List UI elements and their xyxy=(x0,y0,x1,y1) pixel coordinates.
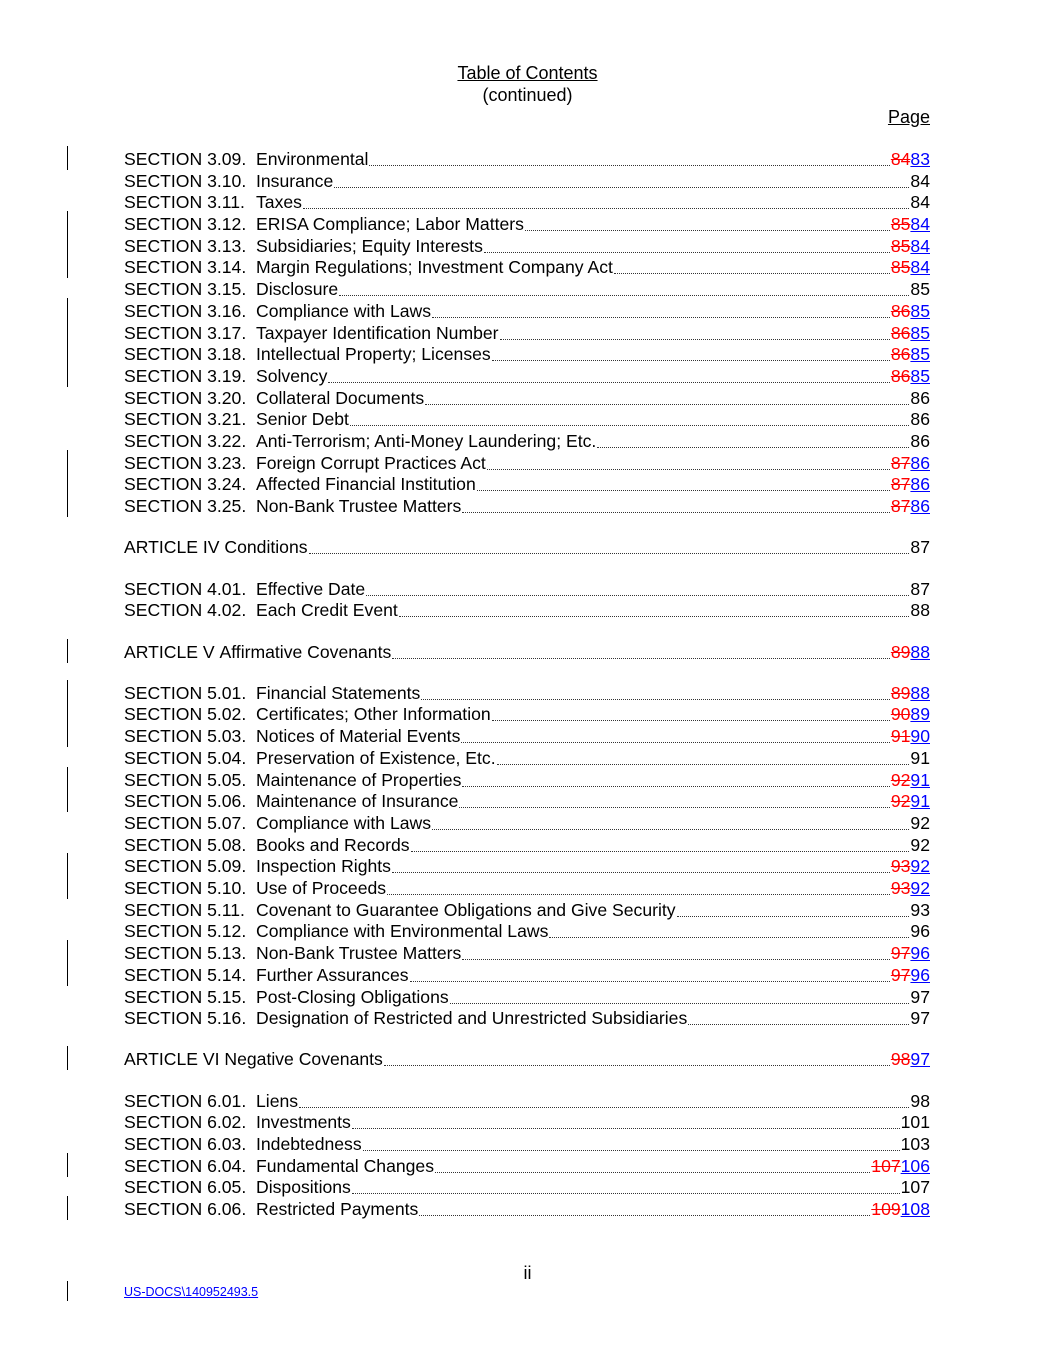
page-column-label: Page xyxy=(887,107,930,127)
toc-entry-title: Each Credit Event xyxy=(256,600,398,620)
dot-leader xyxy=(421,698,890,700)
toc-entry-number: SECTION 6.04. xyxy=(124,1156,247,1176)
toc-page-number xyxy=(891,877,930,899)
toc-entry-number: SECTION 6.01. xyxy=(124,1091,247,1111)
inserted-page-number[interactable]: 85 xyxy=(910,344,930,364)
toc-entry-title: Compliance with Laws xyxy=(256,301,432,321)
toc-entry-title: Indebtedness xyxy=(256,1134,362,1154)
toc-entry-title: Affirmative Covenants xyxy=(219,642,392,662)
dot-leader xyxy=(299,1106,909,1108)
toc-entry-title: ERISA Compliance; Labor Matters xyxy=(256,214,524,234)
toc-entry-title: Taxpayer Identification Number xyxy=(256,323,499,343)
toc-section-entry[interactable] xyxy=(124,256,930,278)
toc-entry-title: Intellectual Property; Licenses xyxy=(256,344,491,364)
toc-section-entry[interactable] xyxy=(124,1111,930,1133)
toc-entry-number: SECTION 4.01. xyxy=(124,579,247,599)
revision-change-bar xyxy=(67,1153,68,1177)
toc-entry-number: SECTION 5.04. xyxy=(124,748,247,768)
dot-leader xyxy=(387,893,890,895)
toc-page-number: 86 xyxy=(910,409,930,429)
toc-section-entry[interactable] xyxy=(124,1007,930,1029)
dot-leader xyxy=(614,272,890,274)
toc-entry-number: SECTION 3.12. xyxy=(124,214,247,234)
toc-page-number: 92 xyxy=(910,813,930,833)
toc-entry-title: Financial Statements xyxy=(256,683,421,703)
revision-change-bar xyxy=(67,211,68,235)
toc-entry-number: SECTION 3.11. xyxy=(124,192,245,212)
revision-change-bar xyxy=(67,254,68,278)
toc-section-entry[interactable] xyxy=(124,920,930,942)
inserted-page-number[interactable]: 85 xyxy=(910,323,930,343)
revision-change-bar xyxy=(67,1281,68,1301)
toc-section-entry[interactable] xyxy=(124,834,930,856)
toc-section-entry[interactable] xyxy=(124,682,930,704)
inserted-page-number[interactable]: 88 xyxy=(910,683,930,703)
deleted-page-number: 87 xyxy=(890,496,911,516)
toc-section-entry[interactable] xyxy=(124,191,930,213)
toc-list xyxy=(124,0,930,1365)
toc-page-number: 96 xyxy=(910,921,930,941)
toc-page-number xyxy=(871,1198,930,1220)
toc-entry-title: Dispositions xyxy=(256,1177,351,1197)
inserted-page-number[interactable]: 96 xyxy=(910,965,930,985)
toc-page-number: 98 xyxy=(910,1091,930,1111)
toc-page-number xyxy=(891,343,930,365)
toc-section-entry[interactable] xyxy=(124,387,930,409)
toc-entry-title: Affected Financial Institution xyxy=(256,474,476,494)
toc-entry-title: Restricted Payments xyxy=(256,1199,419,1219)
dot-leader xyxy=(419,1214,870,1216)
toc-section-entry[interactable] xyxy=(124,855,930,877)
toc-entry-title: Foreign Corrupt Practices Act xyxy=(256,453,486,473)
toc-page-number: 87 xyxy=(910,537,930,557)
toc-section-entry[interactable] xyxy=(124,942,930,964)
toc-entry-number: SECTION 3.23. xyxy=(124,453,247,473)
toc-section-entry[interactable] xyxy=(124,300,930,322)
toc-entry-number: SECTION 3.16. xyxy=(124,301,247,321)
toc-entry-number: SECTION 3.10. xyxy=(124,171,247,191)
footer-page-number: ii xyxy=(523,1263,532,1283)
dot-leader xyxy=(549,936,909,938)
toc-entry-number: SECTION 3.20. xyxy=(124,388,247,408)
toc-entry-title: Certificates; Other Information xyxy=(256,704,491,724)
toc-entry-number: SECTION 3.15. xyxy=(124,279,247,299)
deleted-page-number: 93 xyxy=(890,856,911,876)
deleted-page-number: 98 xyxy=(890,1049,911,1069)
toc-entry-title: Use of Proceeds xyxy=(256,878,387,898)
toc-article-entry[interactable] xyxy=(124,536,930,558)
toc-page-number xyxy=(891,964,930,986)
revision-change-bar xyxy=(67,471,68,495)
toc-section-entry[interactable] xyxy=(124,986,930,1008)
toc-entry-number: SECTION 6.05. xyxy=(124,1177,247,1197)
toc-entry-number: SECTION 3.24. xyxy=(124,474,247,494)
toc-page-number xyxy=(891,682,930,704)
toc-section-entry[interactable] xyxy=(124,964,930,986)
toc-page-number xyxy=(891,703,930,725)
toc-article-entry[interactable] xyxy=(124,641,930,663)
toc-section-entry[interactable] xyxy=(124,365,930,387)
dot-leader xyxy=(399,615,910,617)
revision-change-bar xyxy=(67,940,68,964)
toc-entry-title: Preservation of Existence, Etc. xyxy=(256,748,496,768)
deleted-page-number: 107 xyxy=(871,1156,901,1176)
toc-entry-title: Non-Bank Trustee Matters xyxy=(256,943,462,963)
toc-entry-title: Insurance xyxy=(256,171,334,191)
dot-leader xyxy=(435,1171,870,1173)
dot-leader xyxy=(392,871,890,873)
toc-section-entry[interactable] xyxy=(124,703,930,725)
toc-entry-title: Investments xyxy=(256,1112,351,1132)
deleted-page-number: 86 xyxy=(890,344,911,364)
deleted-page-number: 92 xyxy=(890,770,911,790)
toc-page-number: 101 xyxy=(900,1112,930,1132)
dot-leader xyxy=(497,763,910,765)
toc-entry-title: Further Assurances xyxy=(256,965,409,985)
toc-entry-number: SECTION 5.06. xyxy=(124,791,247,811)
revision-change-bar xyxy=(67,363,68,387)
toc-entry-number: SECTION 5.09. xyxy=(124,856,247,876)
dot-leader xyxy=(450,1002,910,1004)
toc-entry-title: Inspection Rights xyxy=(256,856,391,876)
dot-leader xyxy=(477,489,890,491)
toc-entry-number: SECTION 3.17. xyxy=(124,323,247,343)
toc-entry-number: SECTION 3.25. xyxy=(124,496,247,516)
revision-change-bar xyxy=(67,788,68,812)
inserted-page-number[interactable]: 84 xyxy=(910,236,930,256)
toc-entry-title: Subsidiaries; Equity Interests xyxy=(256,236,483,256)
dot-leader xyxy=(352,1127,900,1129)
deleted-page-number: 86 xyxy=(890,323,911,343)
toc-page-number: 93 xyxy=(910,900,930,920)
toc-entry-title: Margin Regulations; Investment Company Act xyxy=(256,257,613,277)
toc-page-number: 86 xyxy=(910,388,930,408)
deleted-page-number: 86 xyxy=(890,301,911,321)
toc-entry-title: Collateral Documents xyxy=(256,388,425,408)
toc-entry-title: Maintenance of Insurance xyxy=(256,791,459,811)
toc-entry-number: SECTION 5.03. xyxy=(124,726,247,746)
dot-leader xyxy=(411,850,910,852)
toc-title: Table of Contents xyxy=(457,63,598,83)
toc-section-entry[interactable] xyxy=(124,1176,930,1198)
toc-entry-title: Post-Closing Obligations xyxy=(256,987,449,1007)
deleted-page-number: 109 xyxy=(871,1199,901,1219)
dot-leader xyxy=(392,657,890,659)
toc-page-number xyxy=(891,235,930,257)
dot-leader xyxy=(484,251,890,253)
dot-leader xyxy=(334,186,909,188)
revision-change-bar xyxy=(67,341,68,365)
toc-page-number xyxy=(891,148,930,170)
toc-entry-title: Conditions xyxy=(224,537,308,557)
toc-entry-number: SECTION 3.22. xyxy=(124,431,247,451)
revision-change-bar xyxy=(67,962,68,986)
deleted-page-number: 97 xyxy=(890,943,911,963)
dot-leader xyxy=(369,164,889,166)
toc-entry-number: SECTION 3.19. xyxy=(124,366,247,386)
dot-leader xyxy=(688,1023,909,1025)
deleted-page-number: 85 xyxy=(890,257,911,277)
toc-section-entry[interactable] xyxy=(124,473,930,495)
toc-section-entry[interactable] xyxy=(124,148,930,170)
toc-section-entry[interactable] xyxy=(124,495,930,517)
toc-page-number: 103 xyxy=(900,1134,930,1154)
toc-entry-title: Fundamental Changes xyxy=(256,1156,435,1176)
dot-leader xyxy=(384,1064,890,1066)
dot-leader xyxy=(492,719,890,721)
inserted-page-number[interactable]: 91 xyxy=(910,791,930,811)
toc-section-entry[interactable] xyxy=(124,877,930,899)
toc-section-entry[interactable] xyxy=(124,1133,930,1155)
toc-page-number xyxy=(891,256,930,278)
toc-page-number: 87 xyxy=(910,579,930,599)
dot-leader xyxy=(432,828,909,830)
dot-leader xyxy=(303,207,909,209)
revision-change-bar xyxy=(67,701,68,725)
deleted-page-number: 92 xyxy=(890,791,911,811)
toc-entry-title: Compliance with Laws xyxy=(256,813,432,833)
dot-leader xyxy=(492,359,890,361)
toc-section-entry[interactable] xyxy=(124,1155,930,1177)
toc-page-number xyxy=(891,725,930,747)
inserted-page-number[interactable]: 86 xyxy=(910,496,930,516)
toc-page-number xyxy=(891,300,930,322)
inserted-page-number[interactable]: 83 xyxy=(910,149,930,169)
toc-entry-number: SECTION 5.15. xyxy=(124,987,247,1007)
inserted-page-number[interactable]: 91 xyxy=(910,770,930,790)
dot-leader xyxy=(432,316,890,318)
revision-change-bar xyxy=(67,639,68,663)
inserted-page-number[interactable]: 92 xyxy=(910,878,930,898)
toc-entry-number: SECTION 3.18. xyxy=(124,344,247,364)
deleted-page-number: 89 xyxy=(890,683,911,703)
toc-section-entry[interactable] xyxy=(124,170,930,192)
toc-entry-number: SECTION 4.02. xyxy=(124,600,247,620)
dot-leader xyxy=(328,381,889,383)
toc-entry-title: Designation of Restricted and Unrestricted Subsidiaries xyxy=(256,1008,688,1028)
inserted-page-number[interactable]: 84 xyxy=(910,257,930,277)
inserted-page-number[interactable]: 92 xyxy=(910,856,930,876)
toc-entry-number: SECTION 5.10. xyxy=(124,878,247,898)
dot-leader xyxy=(525,229,890,231)
toc-entry-number: SECTION 5.01. xyxy=(124,683,247,703)
toc-entry-number: SECTION 5.13. xyxy=(124,943,247,963)
inserted-page-number[interactable]: 90 xyxy=(910,726,930,746)
inserted-page-number[interactable]: 96 xyxy=(910,943,930,963)
dot-leader xyxy=(462,958,890,960)
toc-page-number: 92 xyxy=(910,835,930,855)
toc-page-number: 88 xyxy=(910,600,930,620)
revision-change-bar xyxy=(67,493,68,517)
toc-entry-number: SECTION 5.11. xyxy=(124,900,245,920)
toc-section-entry[interactable] xyxy=(124,599,930,621)
inserted-page-number[interactable]: 106 xyxy=(900,1156,930,1176)
toc-entry-title: Taxes xyxy=(256,192,302,212)
toc-page-number xyxy=(891,790,930,812)
toc-entry-number: SECTION 3.14. xyxy=(124,257,247,277)
toc-page-number xyxy=(891,855,930,877)
deleted-page-number: 89 xyxy=(890,642,911,662)
inserted-page-number[interactable]: 88 xyxy=(910,642,930,662)
toc-section-entry[interactable] xyxy=(124,213,930,235)
toc-entry-title: Negative Covenants xyxy=(224,1049,383,1069)
toc-entry-title: Non-Bank Trustee Matters xyxy=(256,496,462,516)
toc-section-entry[interactable] xyxy=(124,430,930,452)
toc-entry-title: Environmental xyxy=(256,149,369,169)
inserted-page-number[interactable]: 84 xyxy=(910,214,930,234)
toc-page-number: 91 xyxy=(910,748,930,768)
toc-section-entry[interactable] xyxy=(124,343,930,365)
deleted-page-number: 87 xyxy=(890,453,911,473)
toc-page-number xyxy=(891,473,930,495)
toc-page-number: 84 xyxy=(910,171,930,191)
inserted-page-number[interactable]: 85 xyxy=(910,366,930,386)
toc-page-number xyxy=(891,495,930,517)
toc-page-number: 107 xyxy=(900,1177,930,1197)
toc-section-entry[interactable] xyxy=(124,578,930,600)
toc-entry-number: SECTION 5.14. xyxy=(124,965,247,985)
toc-section-entry[interactable] xyxy=(124,1090,930,1112)
inserted-page-number[interactable]: 108 xyxy=(900,1199,930,1219)
toc-entry-title: Solvency xyxy=(256,366,328,386)
toc-page-number xyxy=(891,942,930,964)
toc-subtitle: (continued) xyxy=(482,85,573,105)
dot-leader xyxy=(459,806,889,808)
toc-page-number: 97 xyxy=(910,1008,930,1028)
toc-entry-number: SECTION 3.09. xyxy=(124,149,247,169)
inserted-page-number[interactable]: 89 xyxy=(910,704,930,724)
toc-entry-number: SECTION 3.21. xyxy=(124,409,247,429)
deleted-page-number: 86 xyxy=(890,366,911,386)
toc-entry-number: SECTION 5.07. xyxy=(124,813,247,833)
toc-section-entry[interactable] xyxy=(124,235,930,257)
revision-change-bar xyxy=(67,1046,68,1070)
toc-section-entry[interactable] xyxy=(124,790,930,812)
dot-leader xyxy=(677,915,910,917)
toc-entry-title: Compliance with Environmental Laws xyxy=(256,921,549,941)
toc-page-number xyxy=(891,641,930,663)
dot-leader xyxy=(425,403,909,405)
dot-leader xyxy=(410,980,890,982)
dot-leader xyxy=(500,338,890,340)
toc-page-number xyxy=(891,769,930,791)
toc-section-entry[interactable] xyxy=(124,812,930,834)
toc-page-number xyxy=(871,1155,930,1177)
toc-entry-number: SECTION 5.02. xyxy=(124,704,247,724)
deleted-page-number: 90 xyxy=(890,704,911,724)
toc-entry-title: Effective Date xyxy=(256,579,366,599)
toc-section-entry[interactable] xyxy=(124,322,930,344)
dot-leader xyxy=(350,424,910,426)
toc-entry-title: Anti-Terrorism; Anti-Money Laundering; Etc. xyxy=(256,431,597,451)
toc-section-entry[interactable] xyxy=(124,747,930,769)
toc-entry-title: Notices of Material Events xyxy=(256,726,461,746)
toc-section-entry[interactable] xyxy=(124,408,930,430)
dot-leader xyxy=(597,446,909,448)
toc-page-number xyxy=(891,213,930,235)
toc-section-entry[interactable] xyxy=(124,769,930,791)
dot-leader xyxy=(339,294,909,296)
deleted-page-number: 85 xyxy=(890,236,911,256)
inserted-page-number[interactable]: 86 xyxy=(910,453,930,473)
toc-page-number xyxy=(891,365,930,387)
toc-page-number xyxy=(891,322,930,344)
toc-section-entry[interactable] xyxy=(124,725,930,747)
deleted-page-number: 93 xyxy=(890,878,911,898)
inserted-page-number[interactable]: 86 xyxy=(910,474,930,494)
revision-change-bar xyxy=(67,853,68,877)
toc-page-number xyxy=(891,452,930,474)
dot-leader xyxy=(366,594,909,596)
toc-page-number: 84 xyxy=(910,192,930,212)
dot-leader xyxy=(462,785,889,787)
toc-page-number xyxy=(891,1048,930,1070)
toc-entry-number: SECTION 5.08. xyxy=(124,835,247,855)
document-id-link[interactable]: US-DOCS\140952493.5 xyxy=(124,1285,259,1299)
inserted-page-number[interactable]: 97 xyxy=(910,1049,930,1069)
revision-change-bar xyxy=(67,875,68,899)
revision-change-bar xyxy=(67,146,68,170)
toc-entry-title: Books and Records xyxy=(256,835,410,855)
inserted-page-number[interactable]: 85 xyxy=(910,301,930,321)
toc-page-number: 86 xyxy=(910,431,930,451)
toc-entry-number: SECTION 5.05. xyxy=(124,770,247,790)
dot-leader xyxy=(363,1149,900,1151)
dot-leader xyxy=(487,468,890,470)
toc-entry-title: Liens xyxy=(256,1091,299,1111)
toc-entry-number: ARTICLE V xyxy=(124,642,220,662)
toc-entry-number: SECTION 5.16. xyxy=(124,1008,247,1028)
toc-entry-number: SECTION 6.03. xyxy=(124,1134,247,1154)
toc-entry-title: Maintenance of Properties xyxy=(256,770,462,790)
toc-section-entry[interactable] xyxy=(124,452,930,474)
toc-entry-title: Senior Debt xyxy=(256,409,349,429)
toc-article-entry[interactable] xyxy=(124,1048,930,1070)
toc-entry-number: SECTION 5.12. xyxy=(124,921,247,941)
toc-entry-number: ARTICLE IV xyxy=(124,537,225,557)
toc-entry-title: Covenant to Guarantee Obligations and Give Security xyxy=(256,900,676,920)
deleted-page-number: 87 xyxy=(890,474,911,494)
revision-change-bar xyxy=(67,723,68,747)
toc-entry-number: SECTION 3.13. xyxy=(124,236,247,256)
dot-leader xyxy=(462,511,890,513)
toc-section-entry[interactable] xyxy=(124,899,930,921)
toc-page-number: 85 xyxy=(910,279,930,299)
revision-change-bar xyxy=(67,298,68,322)
toc-entry-number: SECTION 6.02. xyxy=(124,1112,247,1132)
toc-entry-number: ARTICLE VI xyxy=(124,1049,225,1069)
dot-leader xyxy=(352,1192,900,1194)
deleted-page-number: 97 xyxy=(890,965,911,985)
toc-section-entry[interactable] xyxy=(124,278,930,300)
deleted-page-number: 84 xyxy=(890,149,911,169)
toc-entry-number: SECTION 6.06. xyxy=(124,1199,247,1219)
toc-section-entry[interactable] xyxy=(124,1198,930,1220)
dot-leader xyxy=(461,741,889,743)
deleted-page-number: 91 xyxy=(890,726,911,746)
deleted-page-number: 85 xyxy=(890,214,911,234)
toc-page-number: 97 xyxy=(910,987,930,1007)
toc-entry-title: Disclosure xyxy=(256,279,339,299)
revision-change-bar xyxy=(67,1196,68,1220)
dot-leader xyxy=(309,552,910,554)
